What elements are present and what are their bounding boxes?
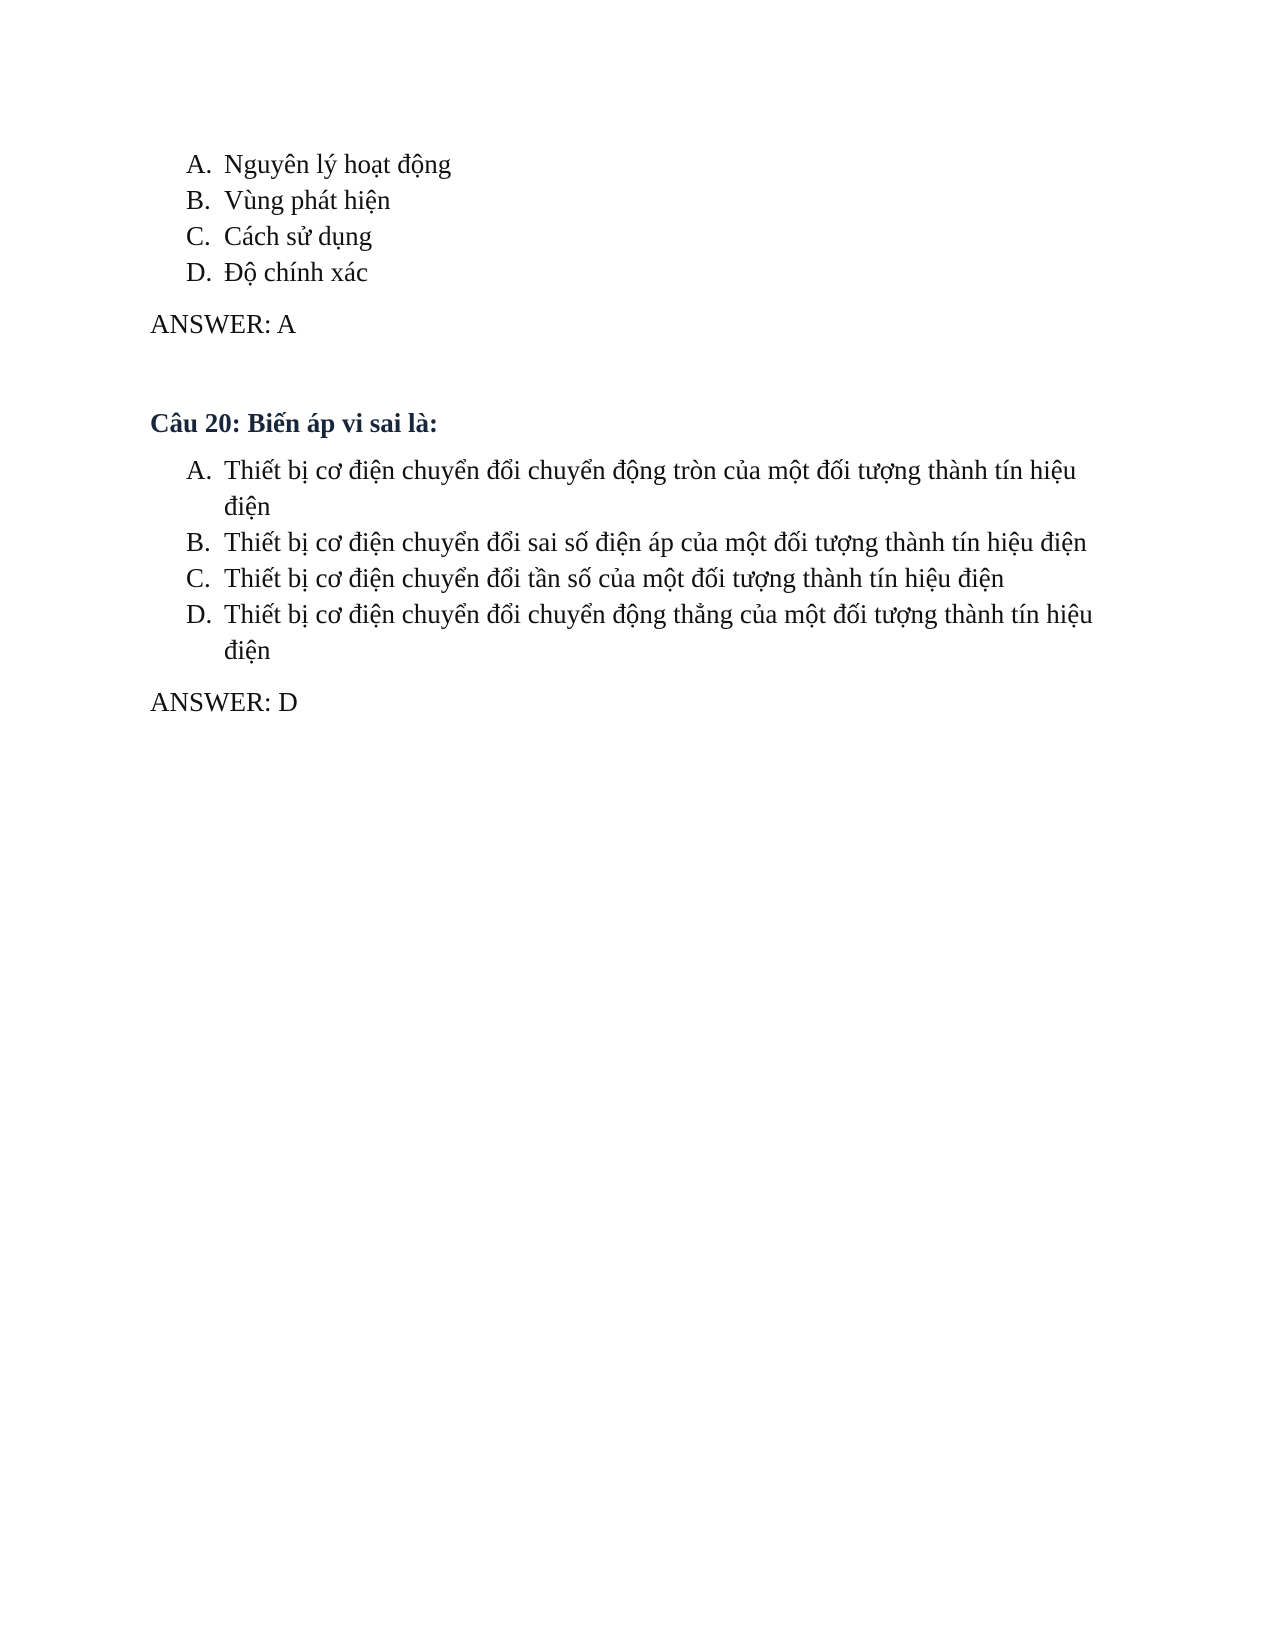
option-letter: B. bbox=[186, 185, 211, 215]
option-letter: C. bbox=[186, 221, 211, 251]
option-text: Nguyên lý hoạt động bbox=[224, 149, 452, 179]
question-title: Câu 20: Biến áp vi sai là: bbox=[150, 408, 439, 438]
option-letter: D. bbox=[186, 599, 213, 629]
option-d bbox=[150, 596, 1110, 668]
option-text: Thiết bị cơ điện chuyển đổi sai số điện áp của một đối tượng thành tín hiệu điện bbox=[224, 527, 1087, 557]
option-a bbox=[150, 452, 1110, 524]
option-c bbox=[150, 218, 1110, 254]
answer-line: ANSWER: D bbox=[150, 687, 298, 717]
option-letter: D. bbox=[186, 257, 213, 287]
options-list bbox=[150, 146, 1110, 290]
option-letter: A. bbox=[186, 149, 213, 179]
option-text: Vùng phát hiện bbox=[224, 185, 391, 215]
option-b bbox=[150, 182, 1110, 218]
question-block-19 bbox=[150, 146, 1110, 342]
option-c bbox=[150, 560, 1110, 596]
option-d bbox=[150, 254, 1110, 290]
option-text: Cách sử dụng bbox=[224, 221, 373, 251]
option-b bbox=[150, 524, 1110, 560]
answer-line: ANSWER: A bbox=[150, 309, 297, 339]
option-text: Thiết bị cơ điện chuyển đổi chuyển động thẳng của một đối tượng thành tín hiệu điện bbox=[224, 599, 1093, 665]
option-a bbox=[150, 146, 1110, 182]
option-letter: A. bbox=[186, 455, 213, 485]
option-text: Độ chính xác bbox=[224, 257, 368, 287]
options-list bbox=[150, 452, 1110, 668]
option-letter: C. bbox=[186, 563, 211, 593]
question-block-20 bbox=[150, 405, 1110, 720]
option-text: Thiết bị cơ điện chuyển đổi tần số của một đối tượng thành tín hiệu điện bbox=[224, 563, 1005, 593]
option-text: Thiết bị cơ điện chuyển đổi chuyển động tròn của một đối tượng thành tín hiệu điện bbox=[224, 455, 1077, 521]
option-letter: B. bbox=[186, 527, 211, 557]
